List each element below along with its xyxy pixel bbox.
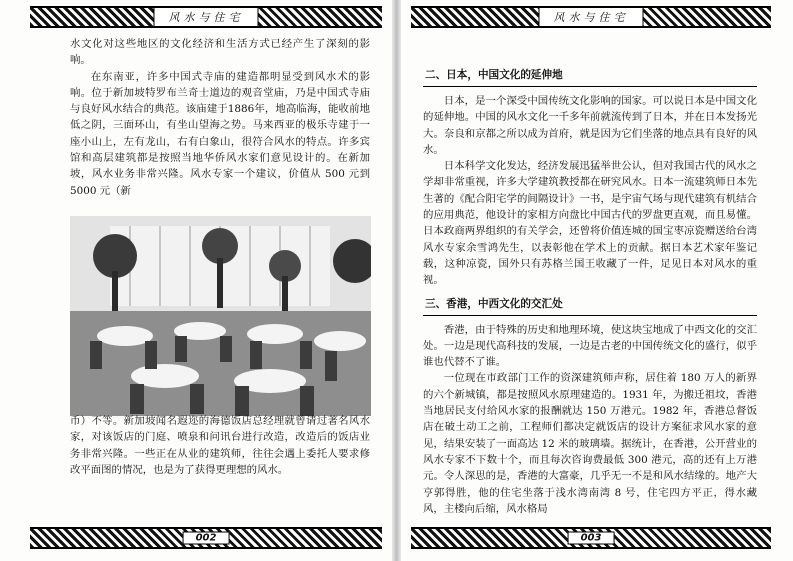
page-number-right: 003: [568, 532, 615, 545]
section-heading-japan: 二、日本，中国文化的延伸地: [423, 64, 757, 87]
paragraph: 香港，由于特殊的历史和地理环境，使这块宝地成了中西文化的交汇处。一边是现代高科技的发展，一边是古老的中国传统文化的盛行，似乎谁也代替不了谁。: [423, 323, 757, 369]
paragraph: 一位现在市政部门工作的资深建筑师声称，居住着 180 万人的新界的六个新城镇，都是按照风水原理建造的。1931 年，为搬迁祖坟，香港当地居民支付给风水家的报酬就达 150 万港元。1982 年，香港总督饭店在破土动工之前，工程师们都决定就饭店的设计方案征求风水家的意见，结果安装了一面高达 12 米的玻璃墙。据统计，在香港，公开营业的风水专家不下数十个，而且每次咨询费最低 300 港元，高的还有上万港元。令人深思的是，香港的大富豪，几乎无一不是和风水结缘的。地产大亨郭得胜，他的住宅坐落于浅水湾南湾 8 号，住宅四方平正，得水藏风，主楼向后缩，风水格局: [423, 372, 757, 515]
header-ornament-left: [30, 6, 382, 28]
paragraph: 日本科学文化发达，经济发展迅猛举世公认，但对我国古代的风水之学却非常重视，许多大学建筑教授都在研究风水。日本一流建筑师日本先生著的《配合阳宅学的间隔设计》一书，是宇宙气场与现代建筑有机结合的应用典范，他设计的家相方向盘比中国古代的罗盘更直观，而且易懂。日本政商两界组织的有关学会，还曾将价值连城的国宝枣凉瓷赠送给台湾风水专家余雪鸿先生，以表彰他在学术上的贡献。据日本艺术家年鉴记载，这种凉瓷，国外只有苏格兰国王收藏了一件，足见日本对风水的重视。: [423, 160, 757, 287]
header-ornament-right: [411, 6, 771, 28]
footer-ornament-right: [411, 527, 771, 549]
footer-ornament-left: [30, 527, 382, 549]
section-heading-hongkong: 三、香港，中西文化的交汇处: [423, 293, 757, 316]
right-page: [401, 0, 793, 561]
paragraph: 水文化对这些地区的文化经济和生活方式已经产生了深刻的影响。: [70, 38, 370, 67]
paragraph: 在东南亚，许多中国式寺庙的建造都明显受到风水术的影响。位于新加坡特罗布兰奇士道边的观音堂庙，乃是中国式寺庙与良好风水结合的典范。该庙建于1886年，地高临海，能收前地低之阴，三面环山，有坐山望海之势。马来西亚的极乐寺建于一座小山上，左有龙山，右有白象山，很符合风水的特点。许多宾馆和高层建筑都是按照当地华侨风水家们意见设计的。在新加坡，风水业务非常兴隆。风水专家一个建议，价值从 500 元到 5000 元（新: [70, 70, 370, 197]
book-gutter: [392, 0, 401, 561]
paragraph: 日本，是一个深受中国传统文化影响的国家。可以说日本是中国文化的延伸地。中国的风水文化一千多年前就流传到了日本，并在日本发扬光大。奈良和京都之所以成为首府，就是因为它们坐落的地点具有良好的风水。: [423, 95, 757, 156]
left-body-bottom: [70, 413, 370, 478]
running-title-right: 风水与住宅: [539, 7, 644, 27]
right-body: [423, 60, 757, 517]
page-number-left: 002: [183, 532, 230, 545]
left-page: [0, 0, 392, 561]
paragraph: 币）不等。新加坡闻名遐迩的海德饭店总经理就曾请过著名风水家，对该饭店的门庭、喷泉和问讯台进行改造，改造后的饭店业务非常兴隆。一些正在从业的建筑师，往往会遇上委托人要求修改平面图的情况，也是为了获得更理想的风水。: [70, 415, 370, 476]
left-body-top: [70, 36, 370, 199]
running-title-left: 风水与住宅: [154, 7, 259, 27]
restaurant-photo: [70, 216, 371, 416]
dining-hall-illustration: [70, 216, 371, 416]
